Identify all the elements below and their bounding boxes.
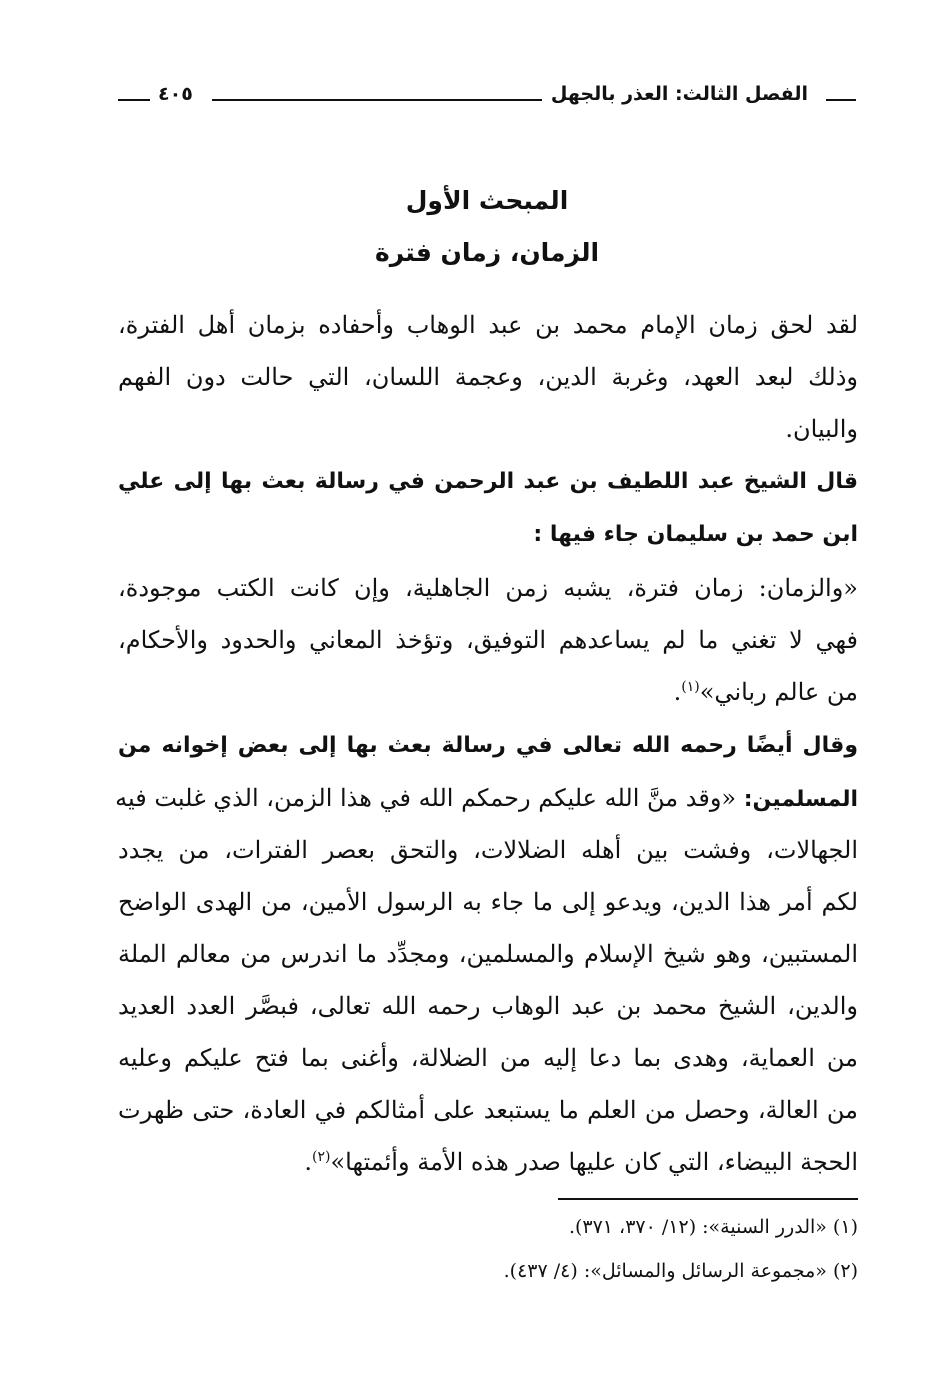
paragraph-4-line-4: لكم أمر هذا الدين، ويدعو إلى ما جاء به الرسول الأمين، من الهدى الواضح (118, 888, 859, 916)
paragraph-4-line-5: المستبين، وهو شيخ الإسلام والمسلمين، ومجدِّد ما اندرس من معالم الملة (118, 940, 858, 968)
header-rule-left (118, 99, 150, 101)
paragraph-4-line-1: وقال أيضًا رحمه الله تعالى في رسالة بعث بها إلى بعض إخوانه من (118, 733, 858, 758)
footnote-2: (٢) «مجموعة الرسائل والمسائل»: (٤/ ٤٣٧). (503, 1260, 858, 1282)
paragraph-4-line-3: الجهالات، وفشت بين أهله الضلالات، والتحق بعصر الفترات، من يجدد (118, 836, 858, 864)
quote-1-line-2: فهي لا تغني ما لم يساعدهم التوفيق، وتؤخذ المعاني والحدود والأحكام، (118, 626, 858, 654)
paragraph-1-line-2: وذلك لبعد العهد، وغربة الدين، وعجمة اللسان، التي حالت دون الفهم (118, 363, 858, 391)
paragraph-2-line-2: ابن حمد بن سليمان جاء فيها : (533, 522, 858, 547)
paragraph-4-line-2 (115, 778, 858, 820)
paragraph-4-line-6: والدين، الشيخ محمد بن عبد الوهاب رحمه الله تعالى، فبصَّر العدد العديد (118, 992, 858, 1020)
paragraph-2-line-1: قال الشيخ عبد اللطيف بن عبد الرحمن في رسالة بعث بها إلى علي (118, 469, 858, 494)
paragraph-4-line-8: من العالة، وحصل من العلم ما يستبعد على أمثالكم في العادة، حتى ظهرت (118, 1096, 858, 1124)
paragraph-4-line-7: من العماية، وهدى بما دعا إليه من الضلالة، وأغنى بما فتح عليكم وعليه (118, 1044, 858, 1072)
quote-1-line-3: من عالم رباني»$^{(١)}$. (673, 678, 858, 706)
quote-2-text-end: الحجة البيضاء، التي كان عليها صدر هذه الأمة وأئمتها» (330, 1148, 858, 1176)
section-subheading: الزمان، زمان فترة (374, 238, 600, 267)
running-header (118, 80, 856, 110)
paragraph-4-bold-start: المسلمين: (743, 787, 858, 812)
footnote-1: (١) «الدرر السنية»: (١٢/ ٣٧٠، ٣٧١). (568, 1216, 858, 1238)
footnote-separator (558, 1198, 858, 1200)
quote-1-text-end: من عالم رباني» (699, 678, 858, 706)
footnote-ref-1: (١) (681, 679, 700, 695)
quote-1-line-1: «والزمان: زمان فترة، يشبه زمن الجاهلية، وإن كانت الكتب موجودة، (118, 574, 858, 602)
header-rule-middle (212, 99, 542, 101)
section-heading: المبحث الأول (405, 186, 569, 215)
chapter-title: الفصل الثالث: العذر بالجهل (550, 83, 808, 105)
paragraph-4-line-9: الحجة البيضاء، التي كان عليها صدر هذه الأمة وأئمتها»$^{(٢)}$. (304, 1148, 858, 1176)
footnote-ref-2: (٢) (311, 1149, 331, 1165)
paragraph-1-line-1: لقد لحق زمان الإمام محمد بن عبد الوهاب وأحفاده بزمان أهل الفترة، (118, 311, 859, 339)
header-rule-right (826, 99, 856, 101)
paragraph-1-line-3: والبيان. (785, 415, 858, 443)
paragraph-4-quote-start: «وقد منَّ الله عليكم رحمكم الله في هذا الزمن، الذي غلبت فيه (115, 784, 744, 812)
page-number: ٤٠٥ (158, 83, 193, 105)
